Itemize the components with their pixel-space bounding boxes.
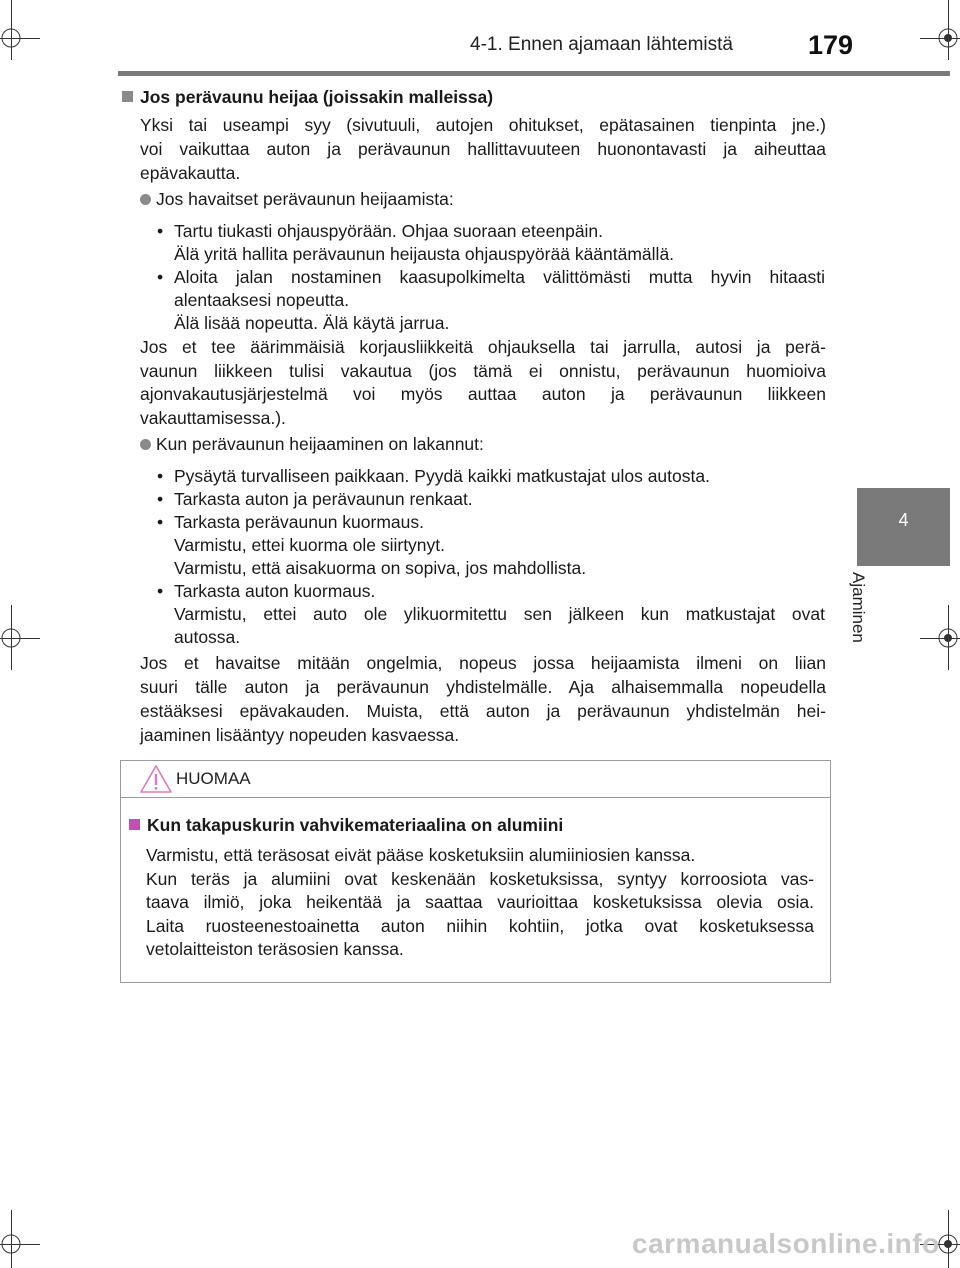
dot-bullet: • — [157, 267, 164, 287]
item2-lead — [140, 434, 484, 455]
notice-line: taava ilmiö, joka heikentää ja saattaa vaurioittaa kosketuksissa olevia osia. — [146, 892, 814, 912]
paragraph-line: Jos et tee äärimmäisiä korjausliikkeitä ohjauksella tai jarrulla, autosi ja perä- — [140, 337, 826, 357]
list-item-text: Älä lisää nopeutta. Älä käytä jarrua. — [174, 313, 450, 333]
paragraph-line: vaunun liikkeen tulisi vakautua (jos tämä ei onnistu, perävaunun huomioiva — [140, 360, 826, 381]
dot-bullet: • — [157, 489, 164, 509]
notice-title: HUOMAA — [176, 769, 251, 788]
page-number: 179 — [808, 30, 854, 60]
notice-line: Laita ruosteenestoainetta auton niihin kohtiin, jotka ovat kosketuksessa — [146, 915, 814, 936]
header-rule — [118, 71, 950, 76]
square-bullet-icon — [129, 819, 140, 830]
dot-bullet: • — [157, 581, 164, 601]
notice-line: Varmistu, että teräsosat eivät pääse kosketuksiin alumiiniosien kanssa. — [146, 845, 696, 865]
paragraph-line: estääksesi epävakauden. Muista, että auton ja perävaunun yhdistelmän hei- — [140, 701, 826, 721]
list-item-text: Aloita jalan nostaminen kaasupolkimelta välittömästi mutta hyvin hitaasti — [174, 267, 825, 287]
list-item-text: Tarkasta auton ja perävaunun renkaat. — [174, 489, 473, 509]
round-bullet-icon — [140, 194, 151, 205]
dot-bullet: • — [157, 466, 164, 486]
item1-lead — [140, 189, 454, 210]
list-item-text: Tarkasta perävaunun kuormaus. — [174, 512, 424, 532]
intro-line: Yksi tai useampi syy (sivutuuli, autojen ohitukset, epätasainen tienpinta jne.) — [140, 115, 826, 135]
list-item-text: Pysäytä turvalliseen paikkaan. Pyydä kaikki matkustajat ulos autosta. — [174, 466, 710, 486]
notice-header — [121, 761, 830, 798]
intro-line: epävakautta. — [140, 163, 241, 183]
paragraph-line: vakauttamisessa.). — [140, 407, 286, 428]
header-section-title: 4-1. Ennen ajamaan lähtemistä — [470, 34, 733, 55]
dot-bullet: • — [157, 221, 164, 241]
notice-line: vetolaitteiston teräsosien kanssa. — [146, 939, 404, 959]
list-item-text: Varmistu, ettei kuorma ole siirtynyt. — [174, 535, 446, 555]
item1-after-paragraph — [140, 336, 826, 430]
chapter-label: Ajaminen — [849, 572, 868, 643]
chapter-tab — [857, 488, 950, 566]
item1-lead-text: Jos havaitset perävaunun heijaamista: — [156, 189, 454, 209]
intro-line: voi vaikuttaa auton ja perävaunun hallittavuuteen huonontavasti ja aiheuttaa — [140, 139, 826, 159]
list-item-text: Älä yritä hallita perävaunun heijausta ohjauspyörää kääntämällä. — [174, 244, 675, 264]
item2-lead-text: Kun perävaunun heijaaminen on lakannut: — [156, 434, 484, 454]
notice-subtitle-text: Kun takapuskurin vahvikemateriaalina on alumiini — [147, 815, 564, 835]
chapter-label-wrap — [849, 572, 896, 672]
list-item-text: autossa. — [174, 627, 241, 647]
paragraph-line: Jos et havaitse mitään ongelmia, nopeus jossa heijaamista ilmeni on liian — [140, 653, 826, 673]
chapter-number: 4 — [898, 510, 909, 530]
notice-box — [120, 760, 831, 983]
round-bullet-icon — [140, 439, 151, 450]
paragraph-line: ajonvakautusjärjestelmä voi myös auttaa auton ja perävaunun liikkeen — [140, 384, 826, 404]
section-heading — [122, 87, 493, 108]
notice-line: Kun teräs ja alumiini ovat keskenään kosketuksissa, syntyy korroosiota vas- — [146, 868, 814, 889]
warning-triangle-icon — [139, 763, 173, 795]
section-heading-text: Jos perävaunu heijaa (joissakin malleissa) — [140, 87, 494, 107]
item2-after-paragraph — [140, 651, 826, 747]
list-item-text: Tartu tiukasti ohjauspyörään. Ohjaa suoraan eteenpäin. — [174, 221, 604, 241]
square-bullet-icon — [122, 91, 133, 102]
notice-body — [146, 844, 814, 962]
list-item-text: alentaaksesi nopeutta. — [174, 290, 350, 310]
dot-bullet: • — [157, 512, 164, 532]
paragraph-line: suuri tälle auton ja perävaunun yhdistelmälle. Aja alhaisemmalla nopeudella — [140, 677, 826, 697]
notice-subtitle — [129, 815, 563, 836]
list-item-text: Varmistu, ettei auto ole ylikuormitettu sen jälkeen kun matkustajat ovat — [174, 604, 825, 624]
paragraph-line: jaaminen lisääntyy nopeuden kasvaessa. — [140, 725, 460, 745]
watermark: carmanualsonline.info — [632, 1228, 940, 1259]
intro-paragraph — [140, 113, 826, 185]
list-item-text: Tarkasta auton kuormaus. — [174, 581, 376, 601]
list-item-text: Varmistu, että aisakuorma on sopiva, jos mahdollista. — [174, 558, 587, 578]
